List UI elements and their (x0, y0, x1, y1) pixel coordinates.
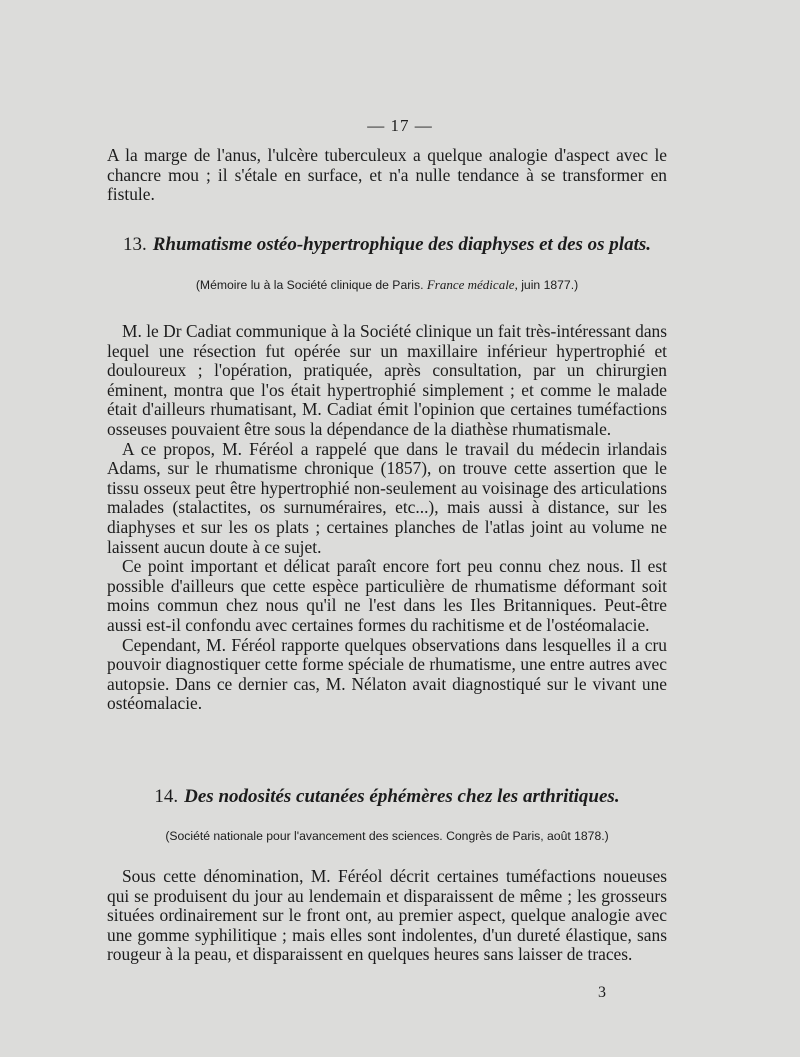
section-14-source: (Société nationale pour l'avancement des sciences. Congrès de Paris, août 1878.) (165, 829, 609, 843)
section-13-number: 13. (123, 234, 147, 255)
section-14-body (107, 867, 667, 965)
section-13-paragraph: M. le Dr Cadiat communique à la Société clinique un fait très-intéressant dans lequel une résection fut opérée sur un maxillaire inférieur hypertrophié et douloureux ; l'opération, pratiquée, après consultation, par un chirurgien éminent, montra que l'os était hypertrophié simplement ; et comme le malade était d'ailleurs rhumatisant, M. Cadiat émit l'opinion que certaines tuméfactions osseuses pouvaient être sous la dépendance de la diathèse rhumatismale. (107, 321, 667, 439)
section-14-paragraph: Sous cette dénomination, M. Féréol décrit certaines tuméfactions noueuses qui se produisent du jour au lendemain et disparaissent de même ; les grosseurs situées ordinairement sur le front ont, au premier aspect, quelque analogie avec une gomme syphilitique ; mais elles sont indolentes, d'un dureté élastique, sans rougeur à la peau, et disparaissent en quelques heures sans laisser de traces. (107, 866, 667, 965)
section-13-paragraph: A ce propos, M. Féréol a rappelé que dans le travail du médecin irlandais Adams, sur le rhumatisme chronique (1857), on trouve cette assertion que le tissu osseux peut être hypertrophié non-seulement au voisinage des articulations malades (stalactites, os surnuméraires, etc...), mais aussi à distance, sur les diaphyses et sur les os plats ; certaines planches de l'atlas joint au volume ne laissent aucun doute à ce sujet. (107, 438, 667, 557)
intro-paragraph-block (107, 146, 667, 205)
section-13-source (107, 277, 667, 293)
section-14-number: 14. (154, 786, 179, 807)
section-13-heading (107, 234, 667, 256)
page-number: — 17 — (367, 116, 433, 135)
section-13-source-prefix: (Mémoire lu à la Société clinique de Paris. (195, 278, 424, 292)
section-13-title: Rhumatisme ostéo-hypertrophique des diaphyses et des os plats. (152, 234, 651, 255)
section-13-paragraph: Cependant, M. Féréol rapporte quelques observations dans lesquelles il a cru pouvoir diagnostiquer cette forme spéciale de rhumatisme, une entre autres avec autopsie. Dans ce dernier cas, M. Nélaton avait diagnostiqué sur le vivant une ostéomalacie. (107, 634, 667, 714)
section-14-title: Des nodosités cutanées éphémères chez les arthritiques. (184, 786, 620, 807)
section-13-body (107, 322, 667, 714)
signature-mark: 3 (598, 984, 606, 1001)
intro-paragraph: A la marge de l'anus, l'ulcère tuberculeux a quelque analogie d'aspect avec le chancre mou ; il s'étale en surface, et n'a nulle tendance à se transformer en fistule. (107, 145, 667, 205)
section-13-source-journal: France médicale, (426, 277, 518, 292)
section-14-heading (107, 786, 667, 808)
section-13-paragraph: Ce point important et délicat paraît encore fort peu connu chez nous. Il est possible d'ailleurs que cette espèce particulière de rhumatisme déformant soit moins commun chez nous qu'il ne l'est dans les Iles Britanniques. Peut-être aussi est-il confondu avec certaines formes du rachitisme et de l'ostéomalacie. (107, 556, 667, 635)
section-13-source-suffix: juin 1877.) (521, 278, 579, 292)
